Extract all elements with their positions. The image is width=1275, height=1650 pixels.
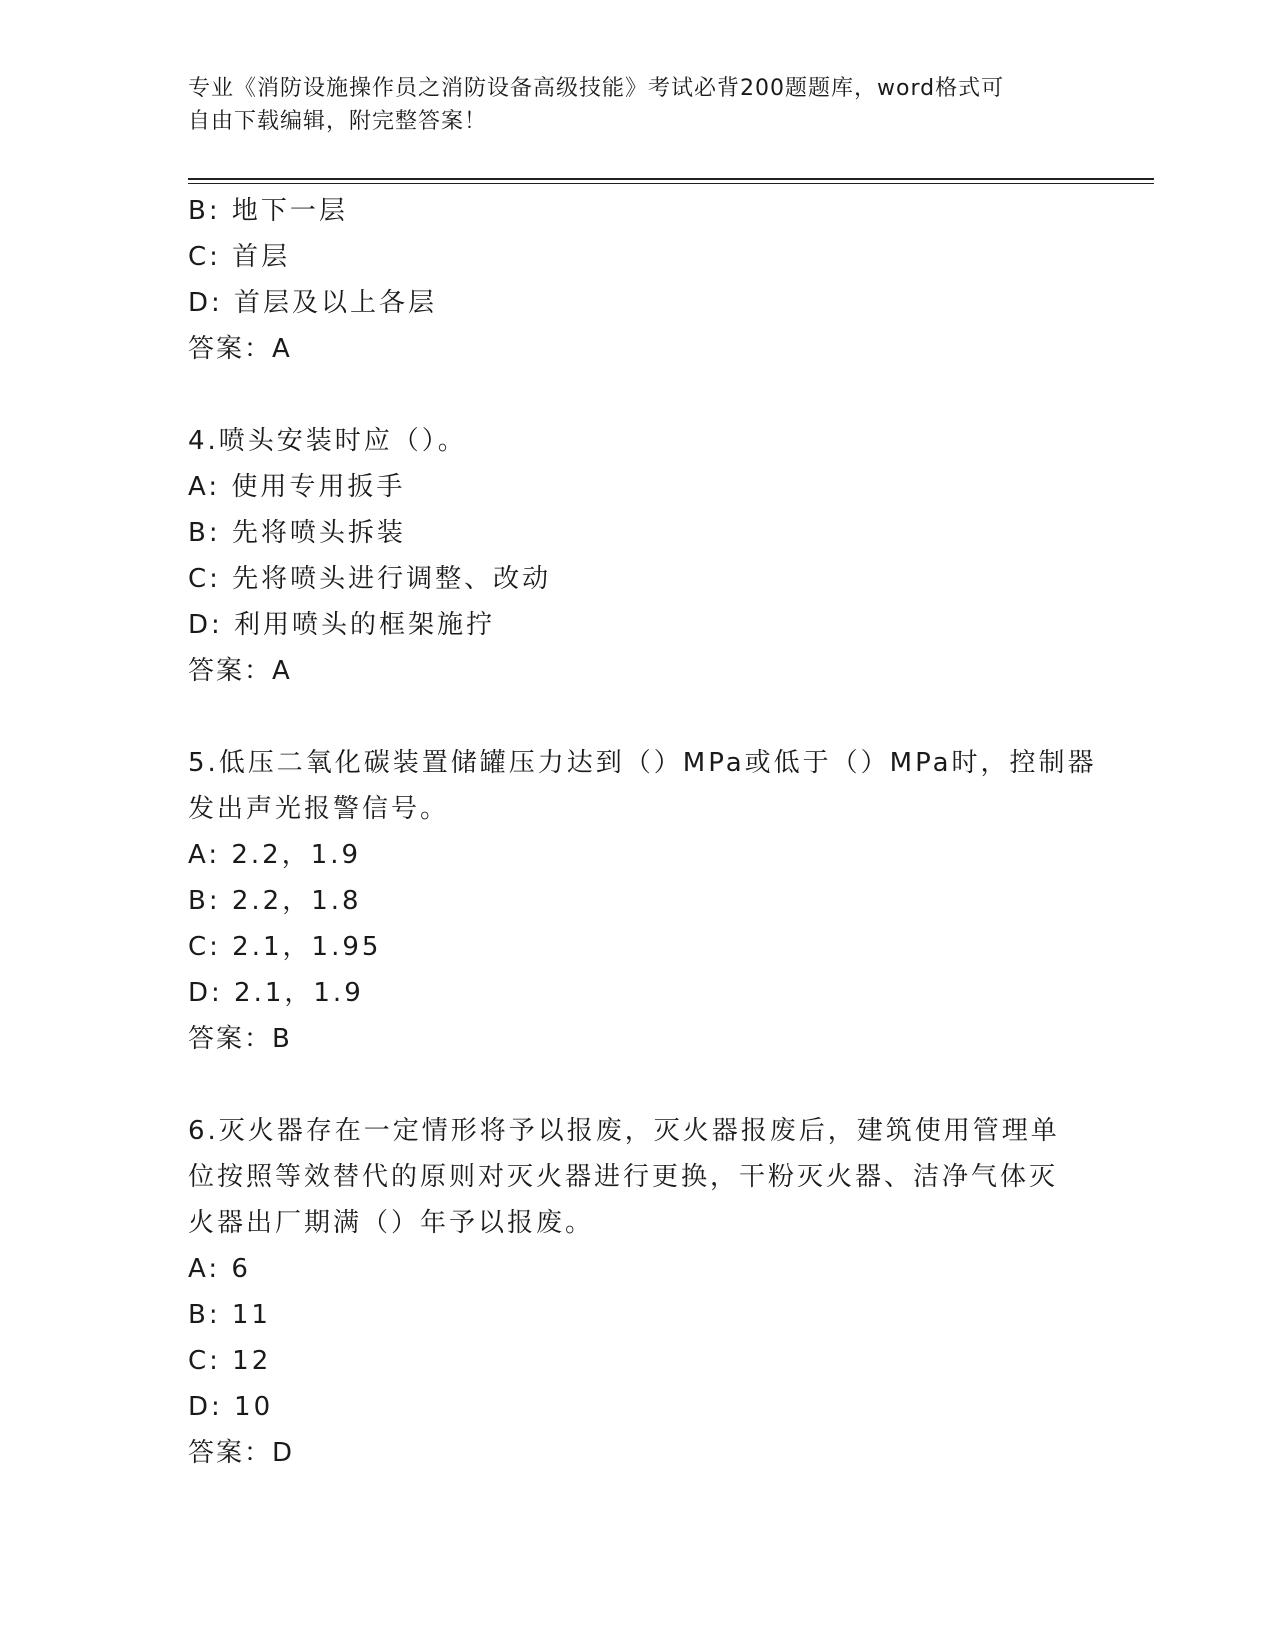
- question-4: [188, 418, 1088, 694]
- option-a: A: 2.2，1.9: [188, 840, 362, 870]
- answer: 答案：A: [188, 656, 292, 686]
- option-c: C: 2.1，1.95: [188, 932, 382, 962]
- answer: 答案：D: [188, 1438, 295, 1468]
- option-c: C: 首层: [188, 242, 291, 272]
- document-header: [188, 72, 1088, 138]
- header-rule-thin: [188, 183, 1154, 184]
- option-d: D: 10: [188, 1392, 274, 1422]
- option-a: A: 使用专用扳手: [188, 472, 406, 502]
- option-c: C: 先将喷头进行调整、改动: [188, 564, 552, 594]
- option-b: B: 地下一层: [188, 196, 348, 226]
- option-c: C: 12: [188, 1346, 272, 1376]
- question-6: [188, 1108, 1088, 1476]
- spacer: [188, 372, 1088, 418]
- question-stem: 4.喷头安装时应（）。: [188, 426, 467, 456]
- question-stem-line-2: 位按照等效替代的原则对灭火器进行更换，干粉灭火器、洁净气体灭: [188, 1162, 1059, 1192]
- answer: 答案：A: [188, 334, 292, 364]
- spacer: [188, 1062, 1088, 1108]
- question-stem-line-1: 6.灭火器存在一定情形将予以报废，灭火器报废后，建筑使用管理单: [188, 1116, 1060, 1146]
- question-3-continued: [188, 188, 1088, 372]
- question-stem-line-2: 发出声光报警信号。: [188, 794, 450, 824]
- option-b: B: 先将喷头拆装: [188, 518, 406, 548]
- option-a: A: 6: [188, 1254, 251, 1284]
- question-5: [188, 740, 1097, 1062]
- answer: 答案：B: [188, 1024, 292, 1054]
- spacer: [188, 694, 1088, 740]
- option-d: D: 利用喷头的框架施拧: [188, 610, 496, 640]
- header-rule-thick: [188, 178, 1154, 180]
- question-stem-line-3: 火器出厂期满（）年予以报废。: [188, 1208, 595, 1238]
- question-list: [188, 188, 1097, 1476]
- option-d: D: 首层及以上各层: [188, 288, 438, 318]
- header-line-1: 专业《消防设施操作员之消防设备高级技能》考试必背200题题库，word格式可: [188, 76, 1005, 101]
- question-stem-line-1: 5.低压二氧化碳装置储罐压力达到（）MPa或低于（）MPa时，控制器: [188, 748, 1097, 778]
- option-b: B: 2.2，1.8: [188, 886, 362, 916]
- option-b: B: 11: [188, 1300, 271, 1330]
- option-d: D: 2.1，1.9: [188, 978, 364, 1008]
- header-line-2: 自由下载编辑，附完整答案！: [188, 109, 488, 134]
